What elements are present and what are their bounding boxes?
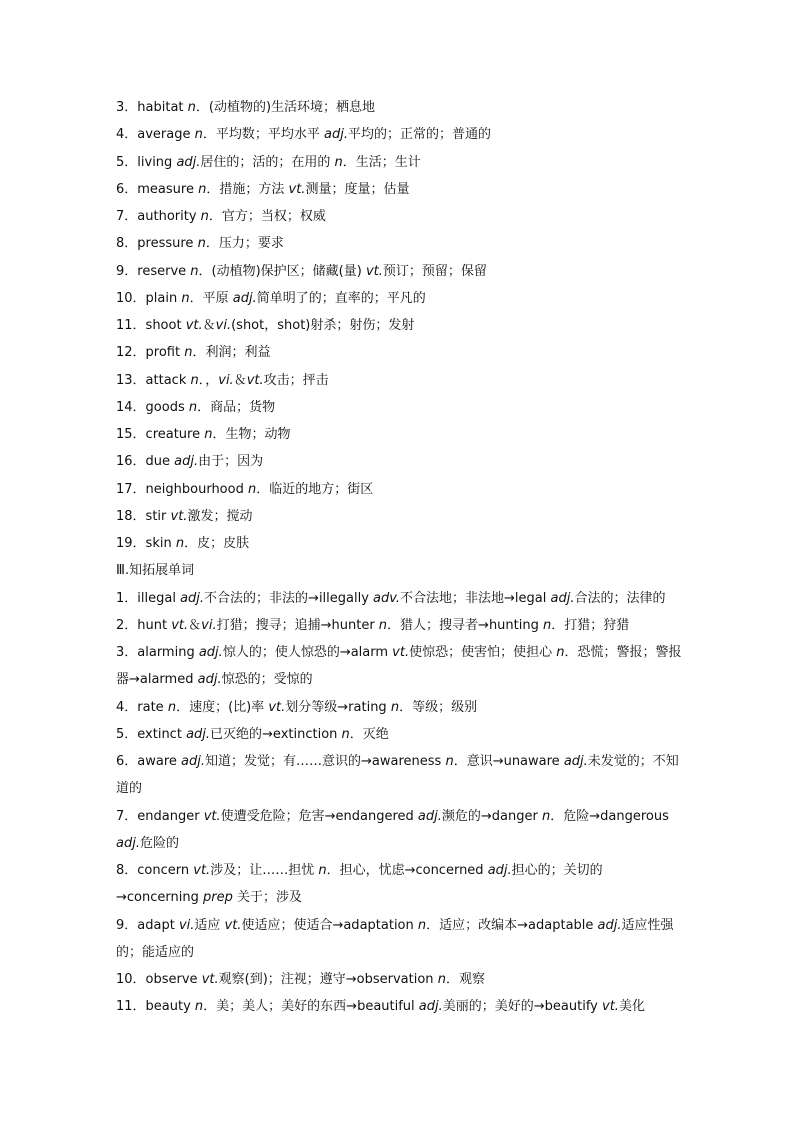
vocab-entry xyxy=(116,285,682,312)
part-of-speech: vt. xyxy=(201,972,219,987)
entry-text: ．商品；货物 xyxy=(197,399,276,415)
part-of-speech: n xyxy=(194,127,203,143)
entry-text: 危险的 xyxy=(139,835,179,851)
entry-text: 12．profit xyxy=(116,345,185,361)
part-of-speech: n xyxy=(318,863,327,878)
part-of-speech: adj. xyxy=(417,808,442,824)
entry-text: ．灭绝 xyxy=(349,726,389,742)
part-of-speech: vi. xyxy=(178,917,195,933)
part-of-speech: n xyxy=(181,290,190,306)
entry-text: 美化 xyxy=(618,999,645,1015)
vocab-entry xyxy=(116,694,682,721)
entry-text: 未发觉的；不知道的 xyxy=(116,754,679,797)
vocab-entry xyxy=(116,748,682,803)
entry-text: ．危险→dangerous xyxy=(550,808,669,824)
vocab-entry xyxy=(116,448,682,475)
part-of-speech: vt. xyxy=(365,263,383,279)
entry-text: 18．stir xyxy=(116,508,171,524)
entry-text: 2．hunt xyxy=(116,617,172,633)
part-of-speech: n xyxy=(417,917,427,933)
entry-text: 关于；涉及 xyxy=(232,890,302,906)
entry-text: ．生活；生计 xyxy=(342,154,421,170)
part-of-speech: n xyxy=(188,399,198,415)
vocab-entry xyxy=(116,203,682,230)
part-of-speech: n xyxy=(390,699,400,715)
vocab-entry xyxy=(116,421,682,448)
part-of-speech: n xyxy=(341,726,350,742)
entry-text: ．担心，忧虑→concerned xyxy=(326,863,488,878)
entry-text: 使遭受危险；危害→endangered xyxy=(220,808,418,824)
part-of-speech: adj. xyxy=(418,999,443,1015)
entry-text: 15．creature xyxy=(116,427,205,442)
entry-text: 居住的；活的；在用的 xyxy=(200,154,335,170)
part-of-speech: adj. xyxy=(487,863,512,878)
entry-text: 7．endanger xyxy=(116,808,204,824)
entry-text: ＆ xyxy=(188,617,202,633)
entry-text: ．速度；(比)率 xyxy=(176,699,269,715)
part-of-speech: n xyxy=(334,154,343,170)
entry-text: 10．plain xyxy=(116,290,182,306)
vocab-entry xyxy=(116,721,682,748)
entry-text: ＆ xyxy=(233,372,247,388)
vocab-entry xyxy=(116,367,682,394)
entry-text: ．美；美人；美好的东西→beautiful xyxy=(203,999,419,1015)
part-of-speech: adj. xyxy=(597,917,622,933)
entry-text: ．(动植物的)生活环境；栖息地 xyxy=(195,100,376,115)
entry-text: ．平原 xyxy=(189,290,233,306)
entry-text: ．意识→unaware xyxy=(453,754,564,769)
vocab-entry xyxy=(116,503,682,530)
part-of-speech: vt. xyxy=(193,863,211,878)
part-of-speech: n xyxy=(200,209,209,224)
vocab-entry xyxy=(116,530,682,557)
entry-text: ．生物；动物 xyxy=(212,427,291,442)
part-of-speech: adj. xyxy=(176,154,201,170)
part-of-speech: n xyxy=(541,808,551,824)
part-of-speech: adj. xyxy=(116,835,140,851)
vocab-entry xyxy=(116,258,682,285)
part-of-speech: vt. xyxy=(203,808,221,824)
entry-text: ．压力；要求 xyxy=(205,236,284,252)
vocab-entry xyxy=(116,912,682,967)
part-of-speech: adj. xyxy=(232,290,257,306)
part-of-speech: adj. xyxy=(186,726,211,742)
part-of-speech: n xyxy=(247,481,257,497)
entry-text: 已灭绝的→extinction xyxy=(210,726,342,742)
entry-text: 11．beauty xyxy=(116,999,195,1015)
part-of-speech: adj. xyxy=(197,672,222,688)
part-of-speech: n xyxy=(556,645,565,660)
vocab-entry xyxy=(116,312,682,339)
entry-text: 5．extinct xyxy=(116,726,187,742)
part-of-speech: vt. xyxy=(392,645,410,660)
vocab-entry xyxy=(116,612,682,639)
entry-text: 使适应；使适合→adaptation xyxy=(241,917,418,933)
entry-text: 适应性强的；能适应的 xyxy=(116,917,674,960)
vocab-entry xyxy=(116,176,682,203)
part-of-speech: adv. xyxy=(373,590,401,606)
vocab-list-part2 xyxy=(116,94,682,557)
vocab-entry xyxy=(116,149,682,176)
entry-text: 11．shoot xyxy=(116,318,186,333)
vocab-list-part3 xyxy=(116,585,682,1021)
entry-text: 适应 xyxy=(194,917,225,933)
part-of-speech: vt. xyxy=(170,508,188,524)
entry-text: 平均的；正常的；普通的 xyxy=(347,127,491,143)
entry-text: 惊人的；使人惊恐的→alarm xyxy=(222,645,393,660)
entry-text: 划分等级→rating xyxy=(285,699,391,715)
part-of-speech: vt. xyxy=(171,617,189,633)
entry-text: 10．observe xyxy=(116,972,202,987)
part-of-speech: n xyxy=(197,236,206,252)
entry-text: 预订；预留；保留 xyxy=(382,263,487,279)
entry-text: ．适应；改编本→adaptable xyxy=(426,917,598,933)
document-page xyxy=(116,94,682,1021)
part-of-speech: adj. xyxy=(174,454,199,470)
part-of-speech: vt. xyxy=(602,999,619,1015)
part-of-speech: n xyxy=(543,617,552,633)
entry-text: 涉及；让……担忧 xyxy=(210,863,319,878)
entry-text: 9．adapt xyxy=(116,917,179,933)
entry-text: 知道；发觉；有……意识的→awareness xyxy=(205,754,446,769)
vocab-entry xyxy=(116,394,682,421)
entry-text: 14．goods xyxy=(116,399,189,415)
entry-text: ．皮；皮肤 xyxy=(184,536,250,551)
vocab-entry xyxy=(116,94,682,121)
entry-text: 简单明了的；直率的；平凡的 xyxy=(256,290,426,306)
entry-text: ．恐慌；警报；警报器→alarmed xyxy=(116,645,682,688)
part-of-speech: vt. xyxy=(246,372,264,388)
part-of-speech: n xyxy=(445,754,454,769)
entry-text: 使惊恐；使害怕；使担心 xyxy=(409,645,557,660)
entry-text: 激发；搅动 xyxy=(187,508,253,524)
vocab-entry xyxy=(116,339,682,366)
part-of-speech: vt. xyxy=(224,917,242,933)
entry-text: 测量；度量；估量 xyxy=(305,181,410,197)
entry-text: 16．due xyxy=(116,454,175,470)
entry-text: ．， xyxy=(198,372,219,388)
vocab-entry xyxy=(116,585,682,612)
part-of-speech: n xyxy=(194,999,204,1015)
entry-text: ．观察 xyxy=(445,972,485,987)
vocab-entry xyxy=(116,803,682,858)
vocab-entry xyxy=(116,121,682,148)
entry-text: 13．attack xyxy=(116,372,191,388)
part-of-speech: n xyxy=(204,427,213,442)
part-of-speech: vi. xyxy=(215,318,232,333)
entry-text: 3．alarming xyxy=(116,645,199,660)
entry-text: ．临近的地方；街区 xyxy=(256,481,374,497)
entry-text: 惊恐的；受惊的 xyxy=(221,672,313,688)
entry-text: ＆ xyxy=(202,318,216,333)
entry-text: 担心的；关切的→concerning xyxy=(116,863,603,906)
entry-text: 8．pressure xyxy=(116,236,198,252)
entry-text: ．官方；当权；权威 xyxy=(208,209,326,224)
entry-text: (shot，shot)射杀；射伤；发射 xyxy=(231,318,415,333)
part-of-speech: vi. xyxy=(201,617,217,633)
part-of-speech: adj. xyxy=(324,127,348,143)
vocab-entry xyxy=(116,993,682,1020)
entry-text: ．打猎；狩猎 xyxy=(551,617,630,633)
part-of-speech: vt. xyxy=(288,181,306,197)
vocab-entry xyxy=(116,230,682,257)
entry-text: 由于；因为 xyxy=(198,454,264,470)
part-of-speech: n xyxy=(190,263,199,279)
entry-text: 19．skin xyxy=(116,536,176,551)
entry-text: ．措施；方法 xyxy=(206,181,289,197)
entry-text: 9．reserve xyxy=(116,263,191,279)
entry-text: ．利润；利益 xyxy=(192,345,271,361)
part-of-speech: n xyxy=(187,100,196,115)
vocab-entry xyxy=(116,476,682,503)
part-of-speech: prep xyxy=(202,890,233,906)
entry-text: 攻击；抨击 xyxy=(263,372,329,388)
part-of-speech: vt. xyxy=(268,699,286,715)
entry-text: 3．habitat xyxy=(116,100,188,115)
section-heading-3: Ⅲ.知拓展单词 xyxy=(116,563,195,579)
part-of-speech: n xyxy=(167,699,177,715)
vocab-entry xyxy=(116,639,682,694)
part-of-speech: adj. xyxy=(181,754,205,769)
vocab-entry xyxy=(116,857,682,912)
part-of-speech: vi. xyxy=(218,372,234,388)
part-of-speech: adj. xyxy=(198,645,223,660)
part-of-speech: adj. xyxy=(180,590,205,606)
entry-text: 不合法地；非法地→legal xyxy=(400,590,551,606)
entry-text: 濒危的→danger xyxy=(441,808,542,824)
entry-text: 8．concern xyxy=(116,863,194,878)
entry-text: 美丽的；美好的→beautify xyxy=(442,999,602,1015)
part-of-speech: vt. xyxy=(185,318,203,333)
entry-text: ．猎人；搜寻者→hunting xyxy=(387,617,543,633)
entry-text: ．平均数；平均水平 xyxy=(202,127,325,143)
vocab-entry xyxy=(116,966,682,993)
entry-text: 1．illegal xyxy=(116,590,181,606)
entry-text: 观察(到)；注视；遵守→observation xyxy=(218,972,438,987)
entry-text: 7．authority xyxy=(116,209,201,224)
part-of-speech: n xyxy=(378,617,388,633)
entry-text: 打猎；搜寻；追捕→hunter xyxy=(216,617,379,633)
entry-text: 4．average xyxy=(116,127,195,143)
entry-text: 合法的；法律的 xyxy=(574,590,666,606)
entry-text: 6．aware xyxy=(116,754,182,769)
part-of-speech: n xyxy=(190,372,199,388)
entry-text: 4．rate xyxy=(116,699,168,715)
entry-text: 不合法的；非法的→illegally xyxy=(204,590,374,606)
part-of-speech: n xyxy=(437,972,446,987)
part-of-speech: adj. xyxy=(550,590,575,606)
part-of-speech: n xyxy=(184,345,193,361)
entry-text: 6．measure xyxy=(116,181,199,197)
entry-text: ．等级；级别 xyxy=(399,699,478,715)
entry-text: 5．living xyxy=(116,154,177,170)
part-of-speech: adj. xyxy=(563,754,588,769)
part-of-speech: n xyxy=(175,536,185,551)
entry-text: ．(动植物)保护区；储藏(量) xyxy=(198,263,366,279)
entry-text: 17．neighbourhood xyxy=(116,481,248,497)
part-of-speech: n xyxy=(198,181,207,197)
